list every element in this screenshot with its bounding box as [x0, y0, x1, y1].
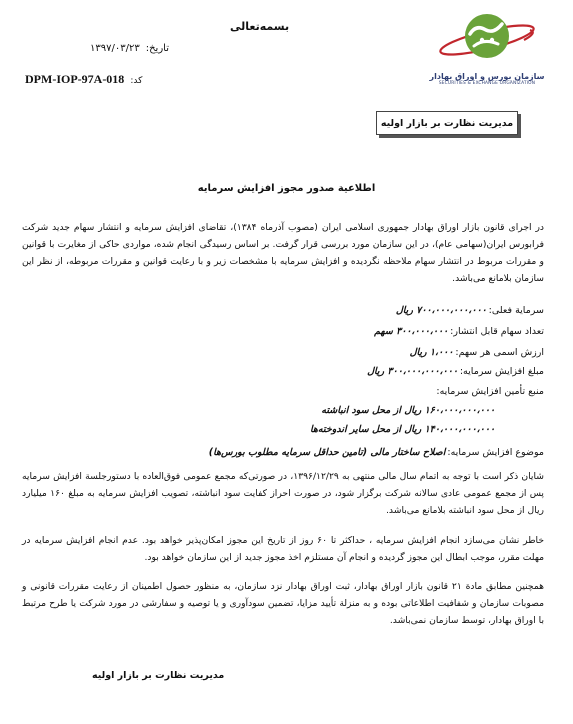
- document-title: اطلاعیة صدور مجوز افزایش سرمایه: [197, 183, 376, 194]
- funding-source-1-value: ۱۶۰،۰۰۰،۰۰۰،۰۰۰ ریال از محل سود انباشته: [321, 405, 495, 416]
- department-box: مدیریت نظارت بر بازار اولیه: [376, 111, 518, 135]
- current-capital-value: ۷۰۰،۰۰۰،۰۰۰،۰۰۰ ریال: [395, 305, 487, 316]
- subject-value: اصلاح ساختار مالی (تامین حداقل سرمایه مطلوب بورس‌ها): [208, 447, 446, 458]
- funding-source-1: [321, 405, 495, 416]
- paragraph-intro: در اجرای قانون بازار اوراق بهادار جمهوری اسلامی ایران (مصوب آذرماه ۱۳۸۴)، تقاضای افزایش سرمایه و انتشار سهام جدید شرکت فرابورس ایران(سهامی عام)، در این سازمان مورد بررسی قرار گرفت. بر اساس رسیدگی انجام شده، مواردی حاکی از مغایرت با قوانین و مقررات مربوط در انتشار سهام ملاحظه نگردیده و افزایش سرمایه با مشخصات زیر و با رعایت قوانین و مقررات مربوطه، از نظر این سازمان بلامانع می‌باشد.: [22, 222, 545, 284]
- seo-emblem-icon: [412, 10, 562, 68]
- increase-amount-value: ۳۰۰،۰۰۰،۰۰۰،۰۰۰ ریال: [367, 366, 458, 377]
- logo-name-en: SECURITIES & EXCHANGE ORGANIZATION: [438, 81, 536, 86]
- funding-source-2-value: ۱۴۰،۰۰۰،۰۰۰،۰۰۰ ریال از محل سایر اندوخته‌ها: [310, 424, 495, 435]
- shares-label: تعداد سهام قابل انتشار:: [450, 326, 544, 337]
- par-value-value: ۱،۰۰۰ ریال: [409, 347, 454, 358]
- date-value: ۱۳۹۷/۰۳/۲۳: [90, 43, 140, 54]
- paragraph-disclaimer: همچنین مطابق مادة ۲۱ قانون بازار اوراق بهادار، ثبت اوراق بهادار نزد سازمان، به منظور حصول اطمینان از رعایت مقررات قانونی و مصوبات سازمان و شفافیت اطلاعاتی بوده و به منزلة تأیید مزایا، تضمین سودآوری و یا توصیه و سفارشی در مورد شرکت یا طرح مرتبط با اوراق بهادار، توسط سازمان نمی‌باشد.: [22, 581, 544, 626]
- subject-label: موضوع افزایش سرمایه:: [447, 447, 544, 458]
- current-capital-label: سرمایة فعلی:: [488, 305, 544, 316]
- increase-amount-line: [367, 366, 544, 377]
- code-label: کد:: [130, 76, 143, 86]
- funding-sources-line: [436, 386, 544, 397]
- signature: مدیریت نظارت بر بازار اولیه: [92, 670, 225, 681]
- increase-amount-label: مبلغ افزایش سرمایه:: [459, 366, 544, 377]
- current-capital-line: [396, 305, 544, 316]
- seo-logo: [412, 10, 562, 92]
- funding-sources-label: منبع تأمین افزایش سرمایه:: [436, 386, 544, 397]
- date-label: تاریخ:: [145, 43, 169, 54]
- code-value: DPM-IOP-97A-018: [25, 72, 125, 86]
- date-row: [90, 43, 169, 54]
- par-value-label: ارزش اسمی هر سهم:: [455, 347, 544, 358]
- paragraph-deadline: خاطر نشان می‌سازد انجام افزایش سرمایه ، حداکثر تا ۶۰ روز از تاریخ این مجوز امکان‌پذیر خواهد بود. عدم انجام افزایش سرمایه در مهلت مقرر، موجب ابطال این مجوز گردیده و انجام آن مستلزم اخذ مجوز جدید از این سازمان خواهد بود.: [22, 535, 544, 563]
- par-value-line: [410, 347, 544, 358]
- code-row: [25, 72, 142, 87]
- funding-source-2: [310, 424, 495, 435]
- logo-name-fa: سازمان بورس و اوراق بهادار: [429, 72, 545, 81]
- subject-line: [209, 447, 544, 458]
- shares-line: [374, 326, 544, 337]
- basmala: بسمه‌تعالی: [230, 20, 290, 33]
- paragraph-note: شایان ذکر است با توجه به اتمام سال مالی منتهی به ۱۳۹۶/۱۲/۲۹، در صورتی‌که مجمع عمومی فوق‌العاده با دستورجلسة افزایش سرمایه پس از مجمع عمومی عادی سالانه شرکت برگزار شود، در صورت احراز کفایت سود انباشته، تصویب افزایش سرمایه به مبلغ ۱۶۰ میلیارد ریال از محل سود انباشته بلامانع می‌باشد.: [22, 471, 544, 516]
- shares-value: ۳۰۰،۰۰۰،۰۰۰ سهم: [374, 326, 449, 337]
